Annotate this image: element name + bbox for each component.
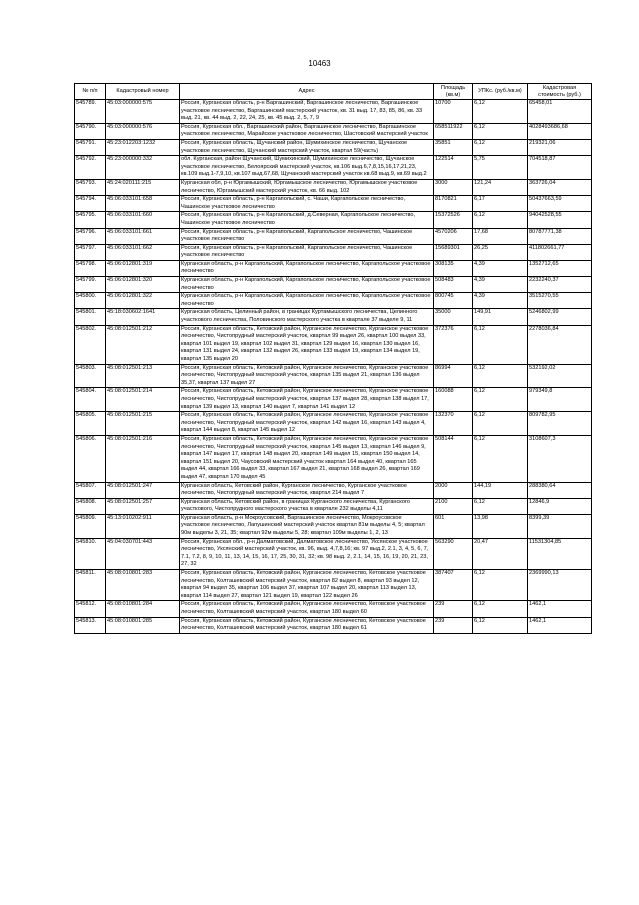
- cadastral-number-cell: 45:08:012501:212: [106, 325, 180, 364]
- cadastral-number-cell: 45:06:033101:661: [106, 228, 180, 244]
- area-cell: 10700: [434, 100, 473, 124]
- cadastral-cost-cell: 4028493686,68: [528, 123, 592, 139]
- header-area: Площадь (кв.м): [434, 84, 473, 100]
- upks-rate-cell: 6,12: [473, 212, 528, 228]
- address-cell: Россия, Курганская область, р-н Каргапольский, Каргапольское лесничество, Чашинское участковое лесничество: [180, 244, 434, 260]
- row-number-cell: 545798.: [75, 260, 106, 276]
- row-number-cell: 545809.: [75, 514, 106, 538]
- table-row: [75, 412, 592, 436]
- cadastral-cost-cell: 363726,04: [528, 179, 592, 195]
- upks-rate-cell: 149,91: [473, 309, 528, 325]
- cadastral-cost-cell: 1352712,65: [528, 260, 592, 276]
- address-cell: Россия, Курганская область, Кетовский район, Курганское лесничество, Курганское участковое лесничество, Чистопрудный мастерский участок, квартал 145 выдел 13, квартал 146 выдел 9, квартал 147 выдел 17, квартал 148 выдел 20, квартал 149 выдел 15, квартал 150 выдел 14, квартал 151 выдел 20, Чаусовский мастерский участок квартал 164 выдел 40, квартал 165 выдел 44, квартал 166 выдел 33, квартал 167 выдел 21, квартал 168 выдел 26, квартал 169 выдел 47, квартал 170 выдел 45: [180, 435, 434, 482]
- upks-rate-cell: 6,12: [473, 364, 528, 388]
- header-upks: УПКс. (руб./кв.м): [473, 84, 528, 100]
- upks-rate-cell: 6,12: [473, 139, 528, 155]
- upks-rate-cell: 4,39: [473, 277, 528, 293]
- cadastral-cost-cell: 288380,64: [528, 482, 592, 498]
- cadastral-cost-cell: 704518,87: [528, 156, 592, 180]
- address-cell: Россия, Курганская область, р-н Каргапольский, д.Северная, Каргапольское лесничество, Чашинское участковое лесничество: [180, 212, 434, 228]
- table-row: [75, 388, 592, 412]
- upks-rate-cell: 20,47: [473, 538, 528, 569]
- table-row: [75, 538, 592, 569]
- table-row: [75, 212, 592, 228]
- table-row: [75, 364, 592, 388]
- cadastral-number-cell: 45:08:010801:283: [106, 570, 180, 601]
- cadastral-cost-cell: 94042528,55: [528, 212, 592, 228]
- table-header-row: [75, 84, 592, 100]
- address-cell: обл. Курганская, район Щучанский, Шумихинский, Шумихинское лесничество, Щучанское участковое лесничество, Белоярский мастерский участок, кв.106 выд.6,7,8,15,16,17,21,23, кв.109 выд.1-7,9,10, кв.107 выд.67,68, Щучанский мастерский участок кв.68 выд.9, кв.69 выд.2: [180, 156, 434, 180]
- upks-rate-cell: 13,98: [473, 514, 528, 538]
- upks-rate-cell: 6,12: [473, 388, 528, 412]
- cadastral-number-cell: 45:06:012801:319: [106, 260, 180, 276]
- address-cell: Россия, Курганская область, Кетовский район, Курганское лесничество, Кетовское участковое лесничество, Колташевский мастерский участок, квартал 180 выдел 60: [180, 601, 434, 617]
- cadastral-number-cell: 45:04:030701:443: [106, 538, 180, 569]
- upks-rate-cell: 6,12: [473, 617, 528, 633]
- row-number-cell: 545789.: [75, 100, 106, 124]
- row-number-cell: 545791.: [75, 139, 106, 155]
- address-cell: Курганская область, р-н Каргапольский, Каргапольское лесничество, Каргапольское участковое лесничество: [180, 293, 434, 309]
- address-cell: Россия, Курганская область, Кетовский район, Курганское лесничество, Курганское участковое лесничество, Чистопрудный мастерский участок, квартал 137 выдел 28, квартал 138 выдел 17, квартал 139 выдел 13, квартал 140 выдел 7, квартал 141 выдел 12: [180, 388, 434, 412]
- address-cell: Россия, Курганская обл., Варгашинский район, Варгашинское лесничество, Варгашинское участковое лесничество, Марайское участковое лесничество, Шастовский мастерский участок: [180, 123, 434, 139]
- row-number-cell: 545793.: [75, 179, 106, 195]
- area-cell: 2100: [434, 498, 473, 514]
- upks-rate-cell: 17,68: [473, 228, 528, 244]
- upks-rate-cell: 6,17: [473, 196, 528, 212]
- upks-rate-cell: 6,12: [473, 498, 528, 514]
- area-cell: 308135: [434, 260, 473, 276]
- address-cell: Курганская область, Кетовский район, Курганское лесничество, Курганское участковое лесничество, Чистопрудный мастерский участок, квартал 214 выдел 7: [180, 482, 434, 498]
- row-number-cell: 545804.: [75, 388, 106, 412]
- cadastral-cost-cell: 532192,02: [528, 364, 592, 388]
- area-cell: 122514: [434, 156, 473, 180]
- area-cell: 3000: [434, 179, 473, 195]
- cadastral-number-cell: 45:06:012801:322: [106, 293, 180, 309]
- upks-rate-cell: 6,12: [473, 570, 528, 601]
- row-number-cell: 545807.: [75, 482, 106, 498]
- area-cell: 372376: [434, 325, 473, 364]
- cadastral-cost-cell: 50437663,59: [528, 196, 592, 212]
- upks-rate-cell: 6,12: [473, 123, 528, 139]
- upks-rate-cell: 26,25: [473, 244, 528, 260]
- cadastral-number-cell: 45:08:012501:213: [106, 364, 180, 388]
- row-number-cell: 545806.: [75, 435, 106, 482]
- address-cell: Россия, Курганская область, Щучанский район, Шумихинское лесничество, Щучанское участковое лесничество, Щучанский мастерский участок, квартал 59(часть): [180, 139, 434, 155]
- table-row: [75, 179, 592, 195]
- cadastral-cost-cell: 219321,06: [528, 139, 592, 155]
- table-row: [75, 100, 592, 124]
- row-number-cell: 545797.: [75, 244, 106, 260]
- area-cell: 15372526: [434, 212, 473, 228]
- header-address: Адрес: [180, 84, 434, 100]
- header-cadastral-cost: Кадастровая стоимость (руб.): [528, 84, 592, 100]
- row-number-cell: 545794.: [75, 196, 106, 212]
- table-row: [75, 482, 592, 498]
- cadastral-cost-cell: 2278036,84: [528, 325, 592, 364]
- row-number-cell: 545800.: [75, 293, 106, 309]
- area-cell: 2000: [434, 482, 473, 498]
- address-cell: Россия, Курганская область, Кетовский район, Курганское лесничество, Курганское участковое лесничество, Чистопрудный мастерский участок, квартал 99 выдел 26, квартал 100 выдел 33, квартал 101 выдел 19, квартал 102 выдел 31, квартал 129 выдел 16, квартал 130 выдел 16, квартал 131 выдел 24, квартал 132 выдел 26, квартал 133 выдел 19, квартал 134 выдел 19, квартал 135 выдел 20: [180, 325, 434, 364]
- table-row: [75, 617, 592, 633]
- cadastral-number-cell: 45:24:020111:215: [106, 179, 180, 195]
- area-cell: 563290: [434, 538, 473, 569]
- row-number-cell: 545812.: [75, 601, 106, 617]
- area-cell: 239: [434, 617, 473, 633]
- cadastral-number-cell: 45:03:000000:575: [106, 100, 180, 124]
- cadastral-cost-cell: 1462,1: [528, 617, 592, 633]
- row-number-cell: 545810.: [75, 538, 106, 569]
- cadastral-number-cell: 45:06:033101:660: [106, 212, 180, 228]
- upks-rate-cell: 6,12: [473, 435, 528, 482]
- page-number: 10463: [308, 59, 331, 68]
- table-row: [75, 514, 592, 538]
- upks-rate-cell: 4,39: [473, 293, 528, 309]
- cadastral-number-cell: 45:06:033101:662: [106, 244, 180, 260]
- area-cell: 508483: [434, 277, 473, 293]
- cadastral-cost-cell: 809782,95: [528, 412, 592, 436]
- address-cell: Россия, Курганская область, Кетовский район, Курганское лесничество, Курганское участковое лесничество, Чистопрудный мастерский участок, квартал 135 выдел 21, квартал 136 выдел 35,37, квартал 137 выдел 27: [180, 364, 434, 388]
- area-cell: 387407: [434, 570, 473, 601]
- upks-rate-cell: 121,24: [473, 179, 528, 195]
- cadastral-number-cell: 45:08:012501:257: [106, 498, 180, 514]
- cadastral-number-cell: 45:08:012501:216: [106, 435, 180, 482]
- cadastral-cost-cell: 11531304,85: [528, 538, 592, 569]
- row-number-cell: 545796.: [75, 228, 106, 244]
- cadastral-number-cell: 45:23:012203:1232: [106, 139, 180, 155]
- area-cell: 800745: [434, 293, 473, 309]
- table-row: [75, 277, 592, 293]
- cadastral-table: [74, 83, 592, 634]
- area-cell: 35851: [434, 139, 473, 155]
- area-cell: 160088: [434, 388, 473, 412]
- cadastral-cost-cell: 2369990,13: [528, 570, 592, 601]
- cadastral-number-cell: 45:18:030602:1641: [106, 309, 180, 325]
- cadastral-cost-cell: 5246802,99: [528, 309, 592, 325]
- table-row: [75, 325, 592, 364]
- table-row: [75, 498, 592, 514]
- upks-rate-cell: 6,12: [473, 601, 528, 617]
- table-row: [75, 156, 592, 180]
- upks-rate-cell: 6,12: [473, 412, 528, 436]
- upks-rate-cell: 4,39: [473, 260, 528, 276]
- address-cell: Курганская область, р-н Каргапольский, Каргапольское лесничество, Каргапольское участковое лесничество: [180, 260, 434, 276]
- upks-rate-cell: 5,75: [473, 156, 528, 180]
- cadastral-number-cell: 45:08:010801:284: [106, 601, 180, 617]
- area-cell: 4570206: [434, 228, 473, 244]
- area-cell: 601: [434, 514, 473, 538]
- row-number-cell: 545811.: [75, 570, 106, 601]
- cadastral-cost-cell: 80787771,38: [528, 228, 592, 244]
- row-number-cell: 545803.: [75, 364, 106, 388]
- table-row: [75, 260, 592, 276]
- header-cadastral-number: Кадастровый номер: [106, 84, 180, 100]
- cadastral-number-cell: 45:08:012501:214: [106, 388, 180, 412]
- address-cell: Россия, Курганская область, р-н Каргапольский, Каргапольское лесничество, Чашинское участковое лесничество: [180, 228, 434, 244]
- row-number-cell: 545805.: [75, 412, 106, 436]
- address-cell: Россия, Курганская область, Кетовский район, Курганское лесничество, Курганское участковое лесничество, Чистопрудный мастерский участок, квартал 142 выдел 16, квартал 143 выдел 4, квартал 144 выдел 8, квартал 145 выдел 12: [180, 412, 434, 436]
- table-row: [75, 601, 592, 617]
- row-number-cell: 545792.: [75, 156, 106, 180]
- cadastral-cost-cell: 12846,9: [528, 498, 592, 514]
- area-cell: 508144: [434, 435, 473, 482]
- cadastral-number-cell: 45:03:000000:576: [106, 123, 180, 139]
- address-cell: Россия, Курганская область, р-н Варгашинский, Варгашинское лесничество, Варгашинское участковое лесничество, Варгашинский мастерский участок, кв. 31 выд. 17, 83, 85, 86, кв. 33 выд. 21, кв. 44 выд. 2, 22, 24, 25, кв. 45 выд. 2, 5, 7, 9: [180, 100, 434, 124]
- table-row: [75, 293, 592, 309]
- cadastral-number-cell: 45:08:012501:215: [106, 412, 180, 436]
- area-cell: 239: [434, 601, 473, 617]
- table-row: [75, 123, 592, 139]
- table-row: [75, 244, 592, 260]
- row-number-cell: 545799.: [75, 277, 106, 293]
- cadastral-cost-cell: 979349,8: [528, 388, 592, 412]
- row-number-cell: 545790.: [75, 123, 106, 139]
- address-cell: Курганская область, Целинный район, в границах Куртамышского лесничества, Целинного участкового лесничества, Половинского мастерского участка в квартале 37 выделе 9, 11: [180, 309, 434, 325]
- cadastral-number-cell: 45:13:010202:911: [106, 514, 180, 538]
- table-row: [75, 309, 592, 325]
- table-row: [75, 139, 592, 155]
- area-cell: 15689301: [434, 244, 473, 260]
- row-number-cell: 545802.: [75, 325, 106, 364]
- address-cell: Россия, Курганская область, Кетовский район, Курганское лесничество, Кетовское участковое лесничество, Колташевский мастерский участок, квартал 180 выдел 61: [180, 617, 434, 633]
- cadastral-cost-cell: 3108607,3: [528, 435, 592, 482]
- table-row: [75, 196, 592, 212]
- address-cell: Курганская область, Кетовский район, в границах Курганского лесничества, Курганского участкового, Чистопрудного мастерского участка в квартале 232 выделы 4,11: [180, 498, 434, 514]
- cadastral-number-cell: 45:06:033101:658: [106, 196, 180, 212]
- address-cell: Курганская обл, р-н Юргамышский, Юргамышское лесничество, Юргамышское участковое лесничество, Юргамышский мастерский участок, кв. 66 выд. 102: [180, 179, 434, 195]
- row-number-cell: 545801.: [75, 309, 106, 325]
- area-cell: 132370: [434, 412, 473, 436]
- cadastral-cost-cell: 8399,39: [528, 514, 592, 538]
- row-number-cell: 545813.: [75, 617, 106, 633]
- address-cell: Россия, Курганская область, Кетовский район, Курганское лесничество, Кетовское участковое лесничество, Колташевский мастерский участок, квартал 82 выдел 8, квартал 93 выдел 12, квартал 94 выдел 35, квартал 106 выдел 37, квартал 107 выдел 20, квартал 113 выдел 13, квартал 114 выдел 27, квартал 121 выдел 19, квартал 122 выдел 26: [180, 570, 434, 601]
- upks-rate-cell: 6,12: [473, 325, 528, 364]
- table-row: [75, 228, 592, 244]
- cadastral-cost-cell: 411802661,77: [528, 244, 592, 260]
- address-cell: Россия, Курганская обл., р-н Далматовский, Далматовское лесничество, Уксянское участковое лесничество, Уксянский мастерский участок, кв. 96, выд. 4,7,8,16; кв. 97 выд.2, 2.1, 3, 4, 5, 6, 7, 7.1, 7.2, 8, 9, 10, 11, 13, 14, 15, 16, 17, 25, 30, 31, 32; кв. 98 выд. 2, 2.1, 14, 15, 16, 19, 20, 21, 23, 27, 32: [180, 538, 434, 569]
- cadastral-number-cell: 45:08:012501:247: [106, 482, 180, 498]
- area-cell: 658511922: [434, 123, 473, 139]
- cadastral-number-cell: 45:23:000000:332: [106, 156, 180, 180]
- cadastral-cost-cell: 3515270,55: [528, 293, 592, 309]
- address-cell: Россия, Курганская область, р-н Каргапольский, с. Чаши, Каргапольское лесничество, Чашинское участковое лесничество: [180, 196, 434, 212]
- upks-rate-cell: 144,19: [473, 482, 528, 498]
- header-number: № п/п: [75, 84, 106, 100]
- row-number-cell: 545795.: [75, 212, 106, 228]
- row-number-cell: 545808.: [75, 498, 106, 514]
- area-cell: 8170821: [434, 196, 473, 212]
- table-row: [75, 570, 592, 601]
- area-cell: 35000: [434, 309, 473, 325]
- cadastral-number-cell: 45:08:010801:285: [106, 617, 180, 633]
- cadastral-number-cell: 45:06:012801:320: [106, 277, 180, 293]
- upks-rate-cell: 6,12: [473, 100, 528, 124]
- table-row: [75, 435, 592, 482]
- cadastral-cost-cell: 65458,01: [528, 100, 592, 124]
- address-cell: Курганская область, р-н Мокроусовский, Варгашинское лесничество, Мокроусовское участковое лесничество, Лапушинский мастерский участок квартал 81м выделы 4, 5; квартал 90м выделы 3, 21, 35; квартал 92м выделы 5, 28; квартал 109м выделы 1, 2, 13: [180, 514, 434, 538]
- address-cell: Курганская область, р-н Каргапольский, Каргапольское лесничество, Каргапольское участковое лесничество: [180, 277, 434, 293]
- cadastral-cost-cell: 1462,1: [528, 601, 592, 617]
- area-cell: 86994: [434, 364, 473, 388]
- cadastral-cost-cell: 2232240,37: [528, 277, 592, 293]
